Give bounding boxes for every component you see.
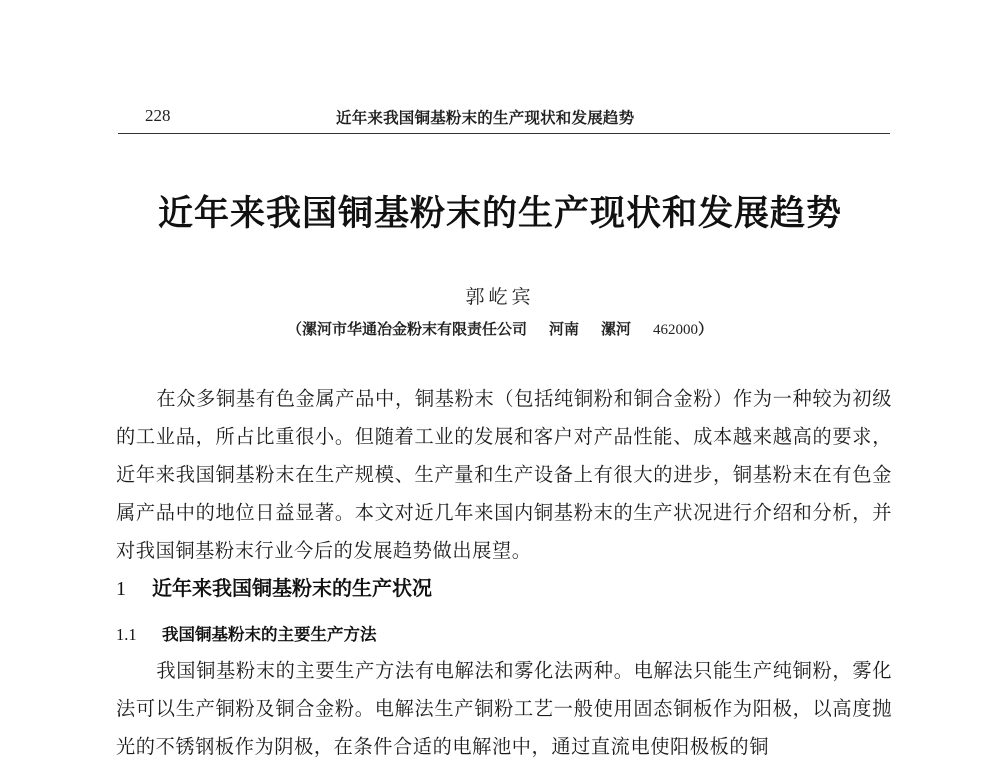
affiliation-organization: 漯河市华通冶金粉末有限责任公司 bbox=[301, 320, 527, 338]
affiliation-postcode: 462000 bbox=[653, 322, 699, 338]
paper-title: 近年来我国铜基粉末的生产现状和发展趋势 bbox=[157, 194, 842, 234]
author: 郭屹宾 bbox=[465, 286, 535, 308]
subsection-number: 1.1 bbox=[116, 625, 137, 644]
intro-paragraph: 在众多铜基有色金属产品中，铜基粉末（包括纯铜粉和铜合金粉）作为一种较为初级的工业品，所占比重很小。但随着工业的发展和客户对产品性能、成本越来越高的要求，近年来我国铜基粉末在生产规模、生产量和生产设备上有很大的进步，铜基粉末在有色金属产品中的地位日益显著。本文对近几年来国内铜基粉末的生产状况进行介绍和分析，并对我国铜基粉末行业今后的发展趋势做出展望。 bbox=[116, 387, 892, 562]
section-number: 1 bbox=[116, 578, 126, 600]
production-methods-paragraph: 我国铜基粉末的主要生产方法有电解法和雾化法两种。电解法只能生产纯铜粉，雾化法可以生产铜粉及铜合金粉。电解法生产铜粉工艺一般使用固态铜板作为阳极，以高度抛光的不锈钢板作为阴极，在条件合适的电解池中，通过直流电使阳极板的铜 bbox=[116, 659, 892, 758]
production-methods-section bbox=[116, 652, 892, 766]
affiliation-city: 漯河 bbox=[601, 320, 632, 338]
intro-section bbox=[116, 380, 892, 570]
subsection-heading-1-1 bbox=[116, 621, 377, 645]
affiliation-open-paren: （ bbox=[286, 320, 302, 338]
affiliation bbox=[0, 318, 1000, 339]
section-title: 近年来我国铜基粉末的生产状况 bbox=[152, 576, 432, 600]
running-title: 近年来我国铜基粉末的生产现状和发展趋势 bbox=[336, 109, 635, 127]
affiliation-province: 河南 bbox=[548, 320, 579, 338]
section-heading-1 bbox=[116, 572, 432, 601]
affiliation-close-paren: ） bbox=[698, 320, 714, 338]
page-number: 228 bbox=[145, 106, 171, 125]
subsection-title: 我国铜基粉末的主要生产方法 bbox=[162, 625, 377, 644]
running-header bbox=[118, 104, 890, 132]
header-rule bbox=[118, 133, 890, 134]
